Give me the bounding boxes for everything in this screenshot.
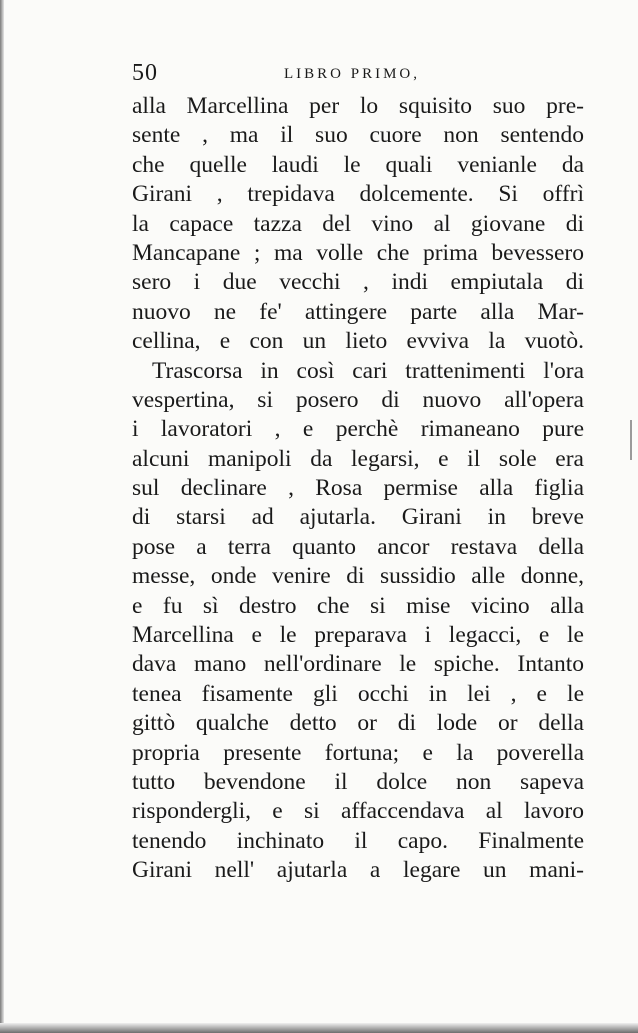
text-line: i lavoratori , e perchè rimaneano pure: [132, 416, 584, 443]
text-line: rispondergli, e si affaccendava al lavoro: [132, 798, 584, 825]
text-line: propria presente fortuna; e la poverella: [132, 739, 584, 766]
running-head: LIBRO PRIMO,: [284, 66, 421, 82]
page-binding-edge: [0, 0, 4, 1033]
page-bottom-edge: [0, 1023, 638, 1033]
text-line: tenendo inchinato il capo. Finalmente: [132, 827, 584, 854]
text-line: gittò qualche detto or di lode or della: [132, 710, 584, 737]
text-line: messe, onde venire di sussidio alle donne,: [132, 563, 584, 590]
text-line: Mancapane ; ma volle che prima bevessero: [132, 239, 584, 266]
text-line: sente , ma il suo cuore non sentendo: [132, 122, 584, 149]
page-number: 50: [132, 60, 158, 86]
text-line: Marcellina e le preparava i legacci, e le: [132, 622, 584, 649]
text-line: cellina, e con un lieto evviva la vuotò.: [132, 328, 584, 355]
text-line: la capace tazza del vino al giovane di: [132, 210, 584, 237]
text-line: che quelle laudi le quali venianle da: [132, 151, 584, 178]
page-header: [132, 60, 600, 94]
body-text: [132, 92, 584, 886]
text-line: tenea fisamente gli occhi in lei , e le: [132, 680, 584, 707]
text-line: di starsi ad ajutarla. Girani in breve: [132, 504, 584, 531]
text-line: sul declinare , Rosa permise alla figlia: [132, 475, 584, 502]
text-line: e fu sì destro che si mise vicino alla: [132, 592, 584, 619]
text-line: pose a terra quanto ancor restava della: [132, 533, 584, 560]
text-line: nuovo ne fe' attingere parte alla Mar-: [132, 298, 584, 325]
text-line: Girani nell' ajutarla a legare un mani-: [132, 857, 584, 884]
text-line: alla Marcellina per lo squisito suo pre-: [132, 93, 584, 119]
text-line: tutto bevendone il dolce non sapeva: [132, 768, 584, 795]
text-line: dava mano nell'ordinare le spiche. Intanto: [132, 651, 584, 678]
text-line: Girani , trepidava dolcemente. Si offrì: [132, 181, 584, 208]
text-line: vespertina, si posero di nuovo all'opera: [132, 386, 584, 413]
text-line: sero i due vecchi , indi empiutala di: [132, 269, 584, 296]
text-line: alcuni manipoli da legarsi, e il sole era: [132, 445, 584, 472]
paragraph-start-line: Trascorsa in così cari trattenimenti l'ora: [152, 357, 584, 384]
page-edge-mark: [630, 420, 632, 460]
